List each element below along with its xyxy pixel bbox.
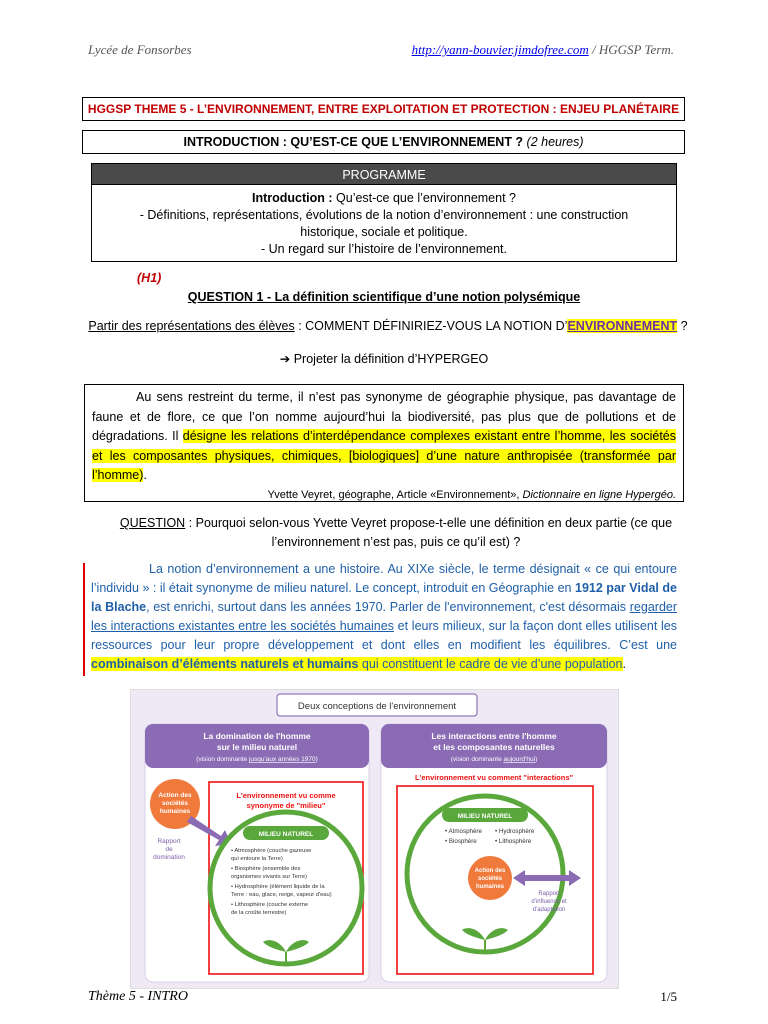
programme-line: - Un regard sur l’histoire de l’environnement. — [261, 242, 507, 256]
left-heading-1: La domination de l'homme — [203, 731, 311, 741]
site-link[interactable]: http://yann-bouvier.jimdofree.com — [411, 42, 589, 57]
projeter-line: ➔ Projeter la définition d’HYPERGEO — [279, 352, 489, 366]
svg-text:organismes vivants sur Terre): organismes vivants sur Terre) — [231, 874, 307, 880]
right-heading-1: Les interactions entre l'homme — [431, 731, 557, 741]
svg-text:sociétés: sociétés — [477, 876, 503, 882]
left-box-label-2: synonyme de "milieu" — [246, 801, 326, 810]
svg-text:Terre : eau, glace, neige, vap: Terre : eau, glace, neige, vapeur d'eau) — [231, 892, 332, 898]
right-milieu-label: MILIEU NATUREL — [457, 813, 513, 820]
svg-text:sociétés: sociétés — [161, 800, 189, 807]
theme-title-box — [82, 97, 685, 121]
question-line: QUESTION : Pourquoi selon-vous Yvette Veyret propose-t-elle une définition en deux partie (ce que l’environnement n’est pas, puis ce qu’il est) ? — [119, 516, 673, 549]
svg-text:domination: domination — [153, 854, 185, 861]
svg-text:• Biosphère (ensemble des: • Biosphère (ensemble des — [231, 866, 301, 872]
svg-text:• Lithosphère (couche externe: • Lithosphère (couche externe — [231, 902, 309, 908]
two-conceptions-figure — [130, 689, 619, 989]
programme-body — [91, 184, 677, 262]
environment-history-paragraph: La notion d’environnement a une histoire. Au XIXe siècle, le terme désignait « ce qui entoure l’individu » : il était synonyme de milieu naturel. Le concept, introduit en Géographie en 1912 par Vidal de la Blache, est enrichi, surtout dans les années 1970. Parler de l'environnement, c'est désormais regarder les interactions existantes entre les sociétés humaines et leurs milieux, sur la façon dont elles utilisent les ressources pour leur propre développement et dont elles en modifient les équilibres. C’est une combinaison d’éléments naturels et humains qui constituent le cadre de vie d’une population. — [91, 562, 678, 671]
figure-svg — [131, 690, 618, 988]
svg-text:• Atmosphère (couche gazeuse: • Atmosphère (couche gazeuse — [231, 848, 312, 854]
svg-text:• Atmosphère: • Atmosphère — [445, 828, 482, 835]
svg-text:• Hydrosphère (élément liquide: • Hydrosphère (élément liquide de la — [231, 884, 325, 890]
partir-line: Partir des représentations des élèves : COMMENT DÉFINIRIEZ-VOUS LA NOTION D’ENVIRONNEMENT ? — [88, 319, 688, 333]
arrow-right-icon: ➔ — [279, 352, 291, 366]
school-name: Lycée de Fonsorbes — [88, 42, 192, 57]
intro-title-box — [82, 130, 685, 154]
svg-text:• Hydrosphère: • Hydrosphère — [495, 828, 535, 835]
svg-text:de la croûte terrestre): de la croûte terrestre) — [231, 910, 287, 916]
footer-theme: Thème 5 - INTRO — [88, 989, 188, 1004]
right-heading-2: et les composantes naturelles — [433, 742, 555, 752]
environnement-highlight: ENVIRONNEMENT — [567, 319, 678, 333]
left-box-label-1: L'environnement vu comme — [236, 791, 336, 800]
svg-text:humaines: humaines — [159, 808, 191, 815]
right-subheading: (vision dominante aujourd'hui) — [450, 756, 538, 763]
intro-title: INTRODUCTION : QU’EST-CE QUE L’ENVIRONNEMENT ? (2 heures) — [183, 135, 584, 149]
header-right — [412, 42, 674, 58]
programme-line: historique, sociale et politique. — [300, 225, 468, 239]
quote-highlight: désigne les relations d’interdépendance complexes existant entre l’homme, les sociétés et les composantes physiques, chimiques, [biologiques] d’une nature anthropisée (transformée par l’homme) — [92, 429, 676, 482]
hypergeo-quote: Au sens restreint du terme, il n’est pas synonyme de géographie physique, pas davantage de faune et de flore, ce que l’on nomme aujourd’hui la biodiversité, pas plus que de pollutions et de dégradations. Il désigne les relations d’interdépendance complexes existant entre l’homme, les sociétés et les composantes physiques, chimiques, [biologiques] d’une nature anthropisée (transformée par l’homme). Yvette Veyret, géographe, Article «Environnement», Dictionnaire en ligne Hypergéo. — [84, 384, 684, 502]
programme-intro: Introduction : Qu’est-ce que l’environnement ? — [252, 191, 516, 205]
theme-title: HGGSP THEME 5 - L’ENVIRONNEMENT, ENTRE EXPLOITATION ET PROTECTION : ENJEU PLANÉTAIRE — [87, 102, 680, 116]
rapport-domination-label: Rapport — [157, 838, 181, 845]
margin-bar — [83, 563, 85, 676]
right-box-label: L'environnement vu comment "interactions" — [414, 773, 574, 782]
svg-text:de: de — [165, 846, 173, 853]
question1-title: QUESTION 1 - La définition scientifique d’une notion polysémique — [187, 290, 581, 304]
right-action-label: Action des — [474, 868, 506, 874]
svg-text:d'adaptation: d'adaptation — [532, 907, 566, 913]
svg-text:qui entoure la Terre): qui entoure la Terre) — [231, 856, 283, 862]
svg-text:humaines: humaines — [475, 884, 505, 890]
svg-text:d'influence et: d'influence et — [531, 899, 567, 905]
figure-title: Deux conceptions de l'environnement — [297, 701, 457, 712]
programme-line: - Définitions, représentations, évolutions de la notion d’environnement : une construction — [139, 208, 629, 222]
svg-text:• Lithosphère: • Lithosphère — [495, 838, 532, 845]
left-milieu-label: MILIEU NATUREL — [258, 831, 314, 838]
left-subheading: (vision dominante jusqu'aux années 1970) — [196, 756, 318, 763]
page-number: 1/5 — [660, 989, 677, 1004]
course-label: / HGGSP Term. — [588, 42, 674, 57]
svg-text:• Biosphère: • Biosphère — [445, 838, 477, 845]
left-heading-2: sur le milieu naturel — [216, 742, 298, 752]
left-action-label: Action des — [158, 792, 192, 799]
programme-header: PROGRAMME — [91, 163, 677, 185]
quote-citation: Yvette Veyret, géographe, Article «Environnement», Dictionnaire en ligne Hypergéo. — [267, 488, 676, 501]
rapport-influence-label: Rapport — [538, 891, 560, 897]
h1-tag: (H1) — [137, 271, 162, 285]
